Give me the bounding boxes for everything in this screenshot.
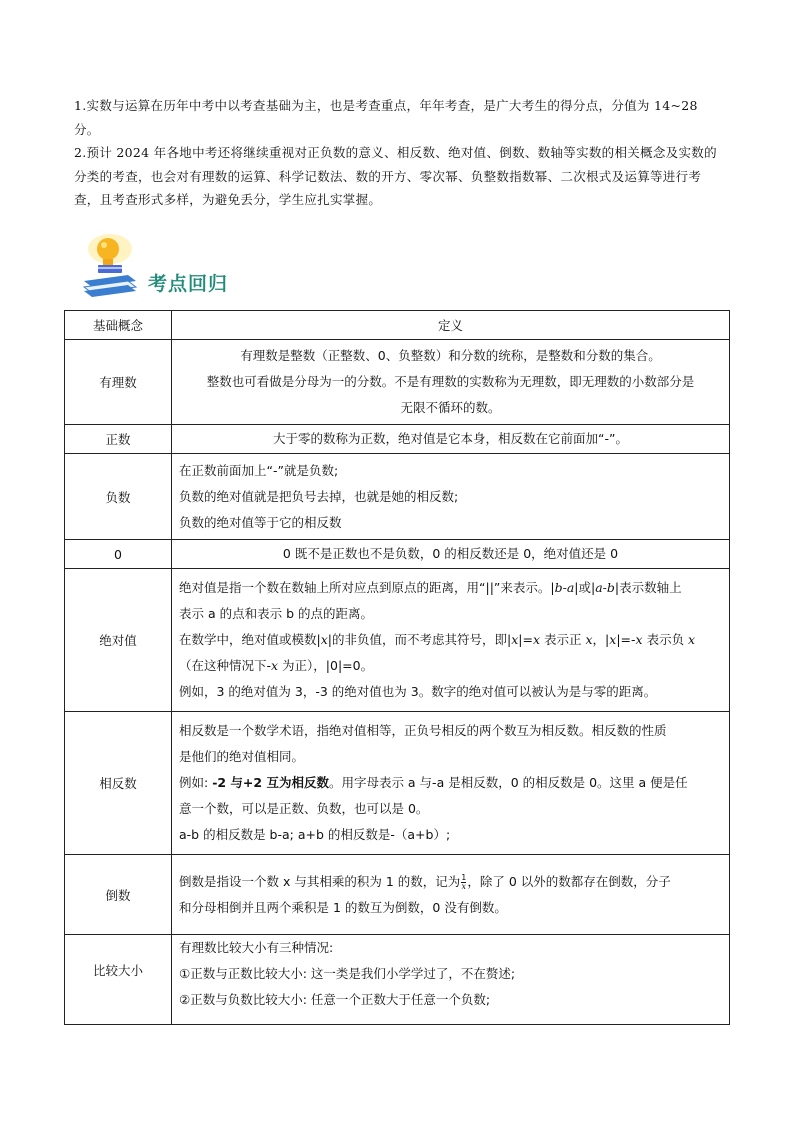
table-row [65, 935, 730, 1025]
definition-line: 和分母相倒并且两个乘积是 1 的数互为倒数，0 没有倒数。 [179, 899, 507, 915]
intro-paragraph-2: 2.预计 2024 年各地中考还将继续重视对正负数的意义、相反数、绝对值、倒数、数轴等实数的相关概念及实数的分类的考查，也会对有理数的运算、科学记数法、数的开方、零次幂、负整数指数幂、二次根式及运算等进行考查，且考查形式多样，为避免丢分，学生应扎实掌握。 [74, 145, 717, 207]
definition-zero [172, 540, 730, 569]
term-absolute-value: 绝对值 [65, 569, 172, 712]
definition-line: 负数的绝对值就是把负号去掉，也就是她的相反数; [179, 488, 459, 504]
term-rational: 有理数 [65, 340, 172, 425]
definition-line: 表示 a 的点和表示 b 的点的距离。 [179, 606, 373, 621]
term-opposite: 相反数 [65, 712, 172, 855]
definition-line: 无限不循环的数。 [400, 400, 501, 415]
definition-opposite [172, 712, 730, 855]
section-title: 考点回归 [148, 273, 229, 295]
definition-line: （在这种情况下-x 为正），|0|=0。 [179, 658, 374, 673]
definition-line: 例如: -2 与+2 互为相反数。用字母表示 a 与-a 是相反数，0 的相反数是 0。这里 a 便是任 [179, 775, 688, 790]
definition-line: 是他们的绝对值相同。 [179, 749, 305, 764]
term-zero: 0 [65, 540, 172, 569]
definition-negative [172, 454, 730, 540]
definition-line: 有理数是整数（正整数、0、负整数）和分数的统称，是整数和分数的集合。 [240, 348, 661, 363]
definition-reciprocal [172, 855, 730, 935]
definition-line: a-b 的相反数是 b-a; a+b 的相反数是-（a+b）; [179, 827, 451, 842]
concepts-table [64, 310, 730, 1025]
definition-line: 例如，3 的绝对值为 3，-3 的绝对值也为 3。数字的绝对值可以被认为是与零的距离。 [179, 684, 657, 699]
definition-positive [172, 425, 730, 454]
table-header-row [65, 311, 730, 340]
fraction-one-over-x: $\frac{1}{x}$ [461, 872, 467, 891]
header-definition: 定义 [172, 311, 730, 340]
lightbulb-books-icon [80, 233, 140, 299]
definition-line: 绝对值是指一个数在数轴上所对应点到原点的距离，用“||”来表示。|b-a|或|a-b|表示数轴上 [179, 580, 682, 595]
intro-text [74, 94, 724, 212]
definition-rational [172, 340, 730, 425]
table-row [65, 425, 730, 454]
term-positive: 正数 [65, 425, 172, 454]
table-row [65, 340, 730, 425]
term-compare: 比较大小 [65, 935, 172, 1025]
definition-absolute-value [172, 569, 730, 712]
table-row [65, 712, 730, 855]
definition-line: 相反数是一个数学术语，指绝对值相等，正负号相反的两个数互为相反数。相反数的性质 [179, 723, 667, 738]
definition-line: 整数也可看做是分母为一的分数。不是有理数的实数称为无理数，即无理数的小数部分是 [206, 374, 695, 389]
definition-line: ②正数与负数比较大小: 任意一个正数大于任意一个负数; [179, 992, 491, 1007]
section-header [80, 233, 280, 303]
definition-compare [172, 935, 730, 1025]
header-term: 基础概念 [65, 311, 172, 340]
table-row [65, 454, 730, 540]
intro-paragraph-1: 1.实数与运算在历年中考中以考查基础为主，也是考查重点，年年考查，是广大考生的得分点，分值为 14~28 分。 [74, 98, 698, 137]
definition-line: 倒数是指设一个数 x 与其相乘的积为 1 的数，记为 $\frac{1}{x}$ ，除了 0 以外的数都存在倒数，分子 [179, 872, 671, 891]
definition-line: 在数学中，绝对值或模数|x|的非负值，而不考虑其符号，即|x|=x 表示正 x，|x|=-x 表示负 x [179, 632, 696, 647]
definition-line: 意一个数，可以是正数、负数，也可以是 0。 [179, 801, 429, 816]
table-row [65, 569, 730, 712]
definition-line: 大于零的数称为正数，绝对值是它本身，相反数在它前面加“-”。 [273, 431, 628, 446]
definition-line: 有理数比较大小有三种情况: [179, 940, 334, 955]
term-reciprocal: 倒数 [65, 855, 172, 935]
definition-line: 0 既不是正数也不是负数，0 的相反数还是 0，绝对值还是 0 [282, 546, 619, 561]
table-row [65, 540, 730, 569]
definition-line: 负数的绝对值等于它的相反数 [179, 514, 342, 530]
term-negative: 负数 [65, 454, 172, 540]
definition-line: 在正数前面加上“-”就是负数; [179, 462, 339, 478]
definition-line: ①正数与正数比较大小: 这一类是我们小学学过了，不在赘述; [179, 966, 516, 981]
table-row [65, 855, 730, 935]
